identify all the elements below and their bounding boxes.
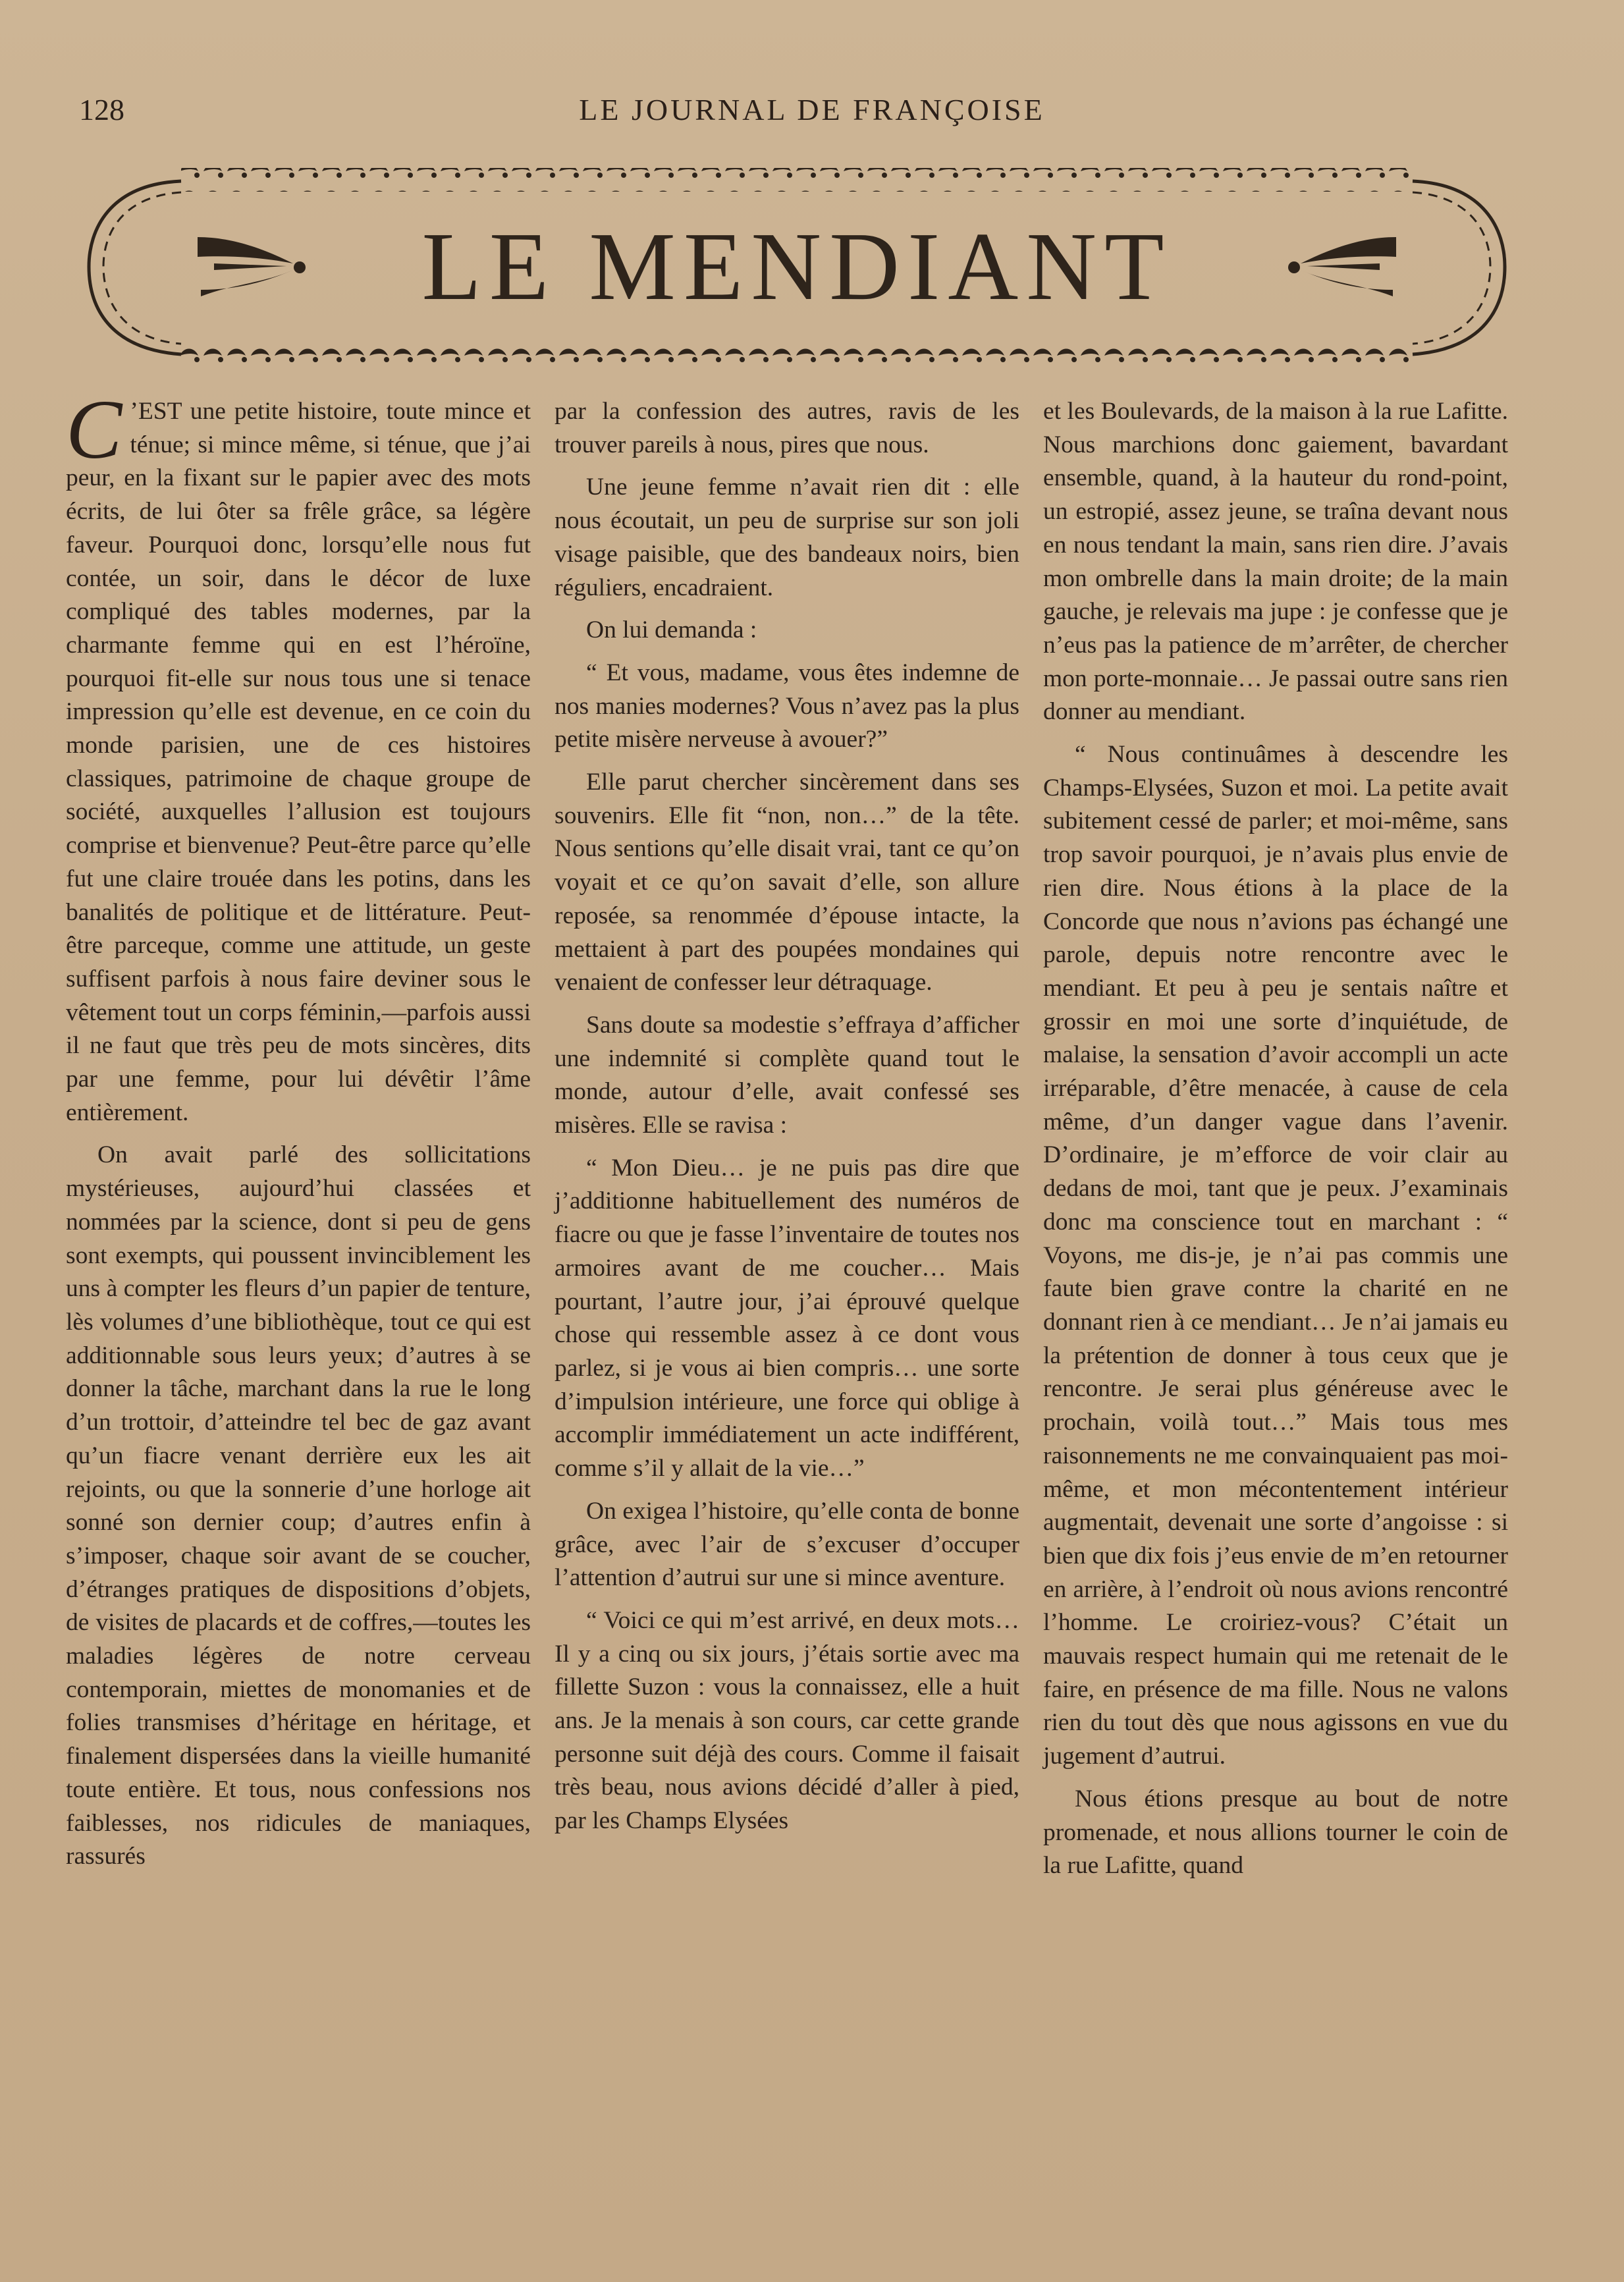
column-2 [555,395,1019,2134]
paragraph: Sans doute sa modestie s’effraya d’afficher une indemnité si complète quand tout le monde, autour d’elle, avait confessé ses misères. Elle se ravisa : [555,1011,1019,1139]
bottom-garland [181,342,1413,366]
paragraph: On avait parlé des sollicitations mystérieuses, aujourd’hui classées et nommées par la science, dont si peu de gens sont exempts, qui poussent invinciblement les uns à compter les fleurs d’un papier de tenture, lès volumes d’une bibliothèque, tout ce qui est additionnable sous leurs yeux; d’autres à se donner la tâche, marchant dans la rue le long d’un trottoir, d’atteindre tel bec de gaz avant qu’un fiacre venant derrière eux les ait rejoints, ou que la sonnerie d’une horloge ait sonné son dernier coup; d’autres enfin à s’imposer, chaque soir avant de se coucher, d’étranges pratiques de dispositions d’objets, de visites de placards et de coffres,—toutes les maladies légères de notre cerveau contemporain, miettes de monomanies et de folies transmises d’héritage en héritage, et finalement dispersées dans la vieille humanité toute entière. Et tous, nous confessions nos faiblesses, nos ridicules de maniaques, rassurés [66,1141,531,1870]
paragraph: “ Nous continuâmes à descendre les Champs-Elysées, Suzon et moi. La petite avait subitement cessé de parler; et moi-même, sans trop savoir pourquoi, je n’avais plus envie de rien dire. Nous étions à la place de la Concorde que nous n’avions pas échangé une parole, depuis notre rencontre avec le mendiant. Et peu à peu je sentais naître et grossir en moi une sorte d’inquiétude, de malaise, la sensation d’avoir accompli un acte irréparable, d’être menacée, à cause de cela même, d’un danger vague dans l’avenir. D’ordinaire, je m’efforce de voir clair au dedans de moi, tant que je peux. J’examinais donc ma conscience tout en marchant : “ Voyons, me dis-je, je n’ai pas commis une faute bien grave contre la charité en ne donnant rien à ce mendiant… Je n’ai jamais eu la prétention de donner à tous ceux que je rencontre. Je serai plus généreuse avec le prochain, voilà tout…” Mais tous mes raisonnements ne me convainquaient pas moi-même, et mon mécontentement intérieur augmentait, devenait une sorte d’angoisse : si bien que dix fois j’eus envie de m’en retourner en arrière, à l’endroit où nous avions rencontré l’homme. Le croiriez-vous? C’était un mauvais respect humain qui me retenait de le faire, en présence de ma fille. Nous ne valons rien du tout dès que nous agissons en vue du jugement d’autrui. [1043,741,1508,1770]
paragraph: “ Voici ce qui m’est arrivé, en deux mots… Il y a cinq ou six jours, j’étais sortie avec ma fillette Suzon : vous la connaissez, elle a huit ans. Je la menais à son cours, car cette grande personne suit déjà des cours. Comme il faisait très beau, nous avions décidé d’aller à pied, par les Champs Elysées [555,1606,1019,1835]
article-title: LE MENDIANT [421,213,1172,321]
paragraph: On lui demanda : [586,616,757,644]
column-1 [66,383,531,2134]
top-garland [181,168,1413,192]
column-3 [1043,395,1508,2134]
title-banner [82,158,1511,375]
article-body [66,383,1509,2134]
paragraph: par la confession des autres, ravis de les trouver pareils à nous, pires que nous. [555,398,1019,458]
drop-cap: C [66,383,122,476]
paragraph: Nous étions presque au bout de notre promenade, et nous allions tourner le coin de la rue Lafitte, quand [1043,1785,1508,1880]
paragraph: “ Mon Dieu… je ne puis pas dire que j’additionne habituellement des numéros de fiacre ou que je fasse l’inventaire de toutes nos armoires avant de me coucher… Mais pourtant, l’autre jour, j’ai éprouvé quelque chose qui ressemble assez à ce dont vous parlez, si je vous ai bien compris… une sorte d’impulsion intérieure, une force qui oblige à accomplir immédiatement un acte indifférent, comme s’il y allait de la vie…” [555,1154,1019,1482]
paragraph: Une jeune femme n’avait rien dit : elle nous écoutait, un peu de surprise sur son joli visage paisible, que des bandeaux noirs, bien réguliers, encadraient. [555,474,1019,601]
paragraph: C ’EST une petite histoire, toute mince et ténue; si mince même, si ténue, que j’ai peur, en la fixant sur le papier avec des mots écrits, de lui ôter sa frêle grâce, sa légère faveur. Pourquoi donc, lorsqu’elle nous fut contée, un soir, dans le décor de luxe compliqué des tables modernes, par la charmante femme qui en est l’héroïne, pourquoi fit-elle sur nous tous une si tenace impression qu’elle est devenue, en ce coin du monde parisien, une de ces histoires classiques, patrimoine de chaque groupe de société, auxquelles l’allusion est toujours comprise et bienvenue? Peut-être parce qu’elle fut une claire trouée dans les potins, dans les banalités de politique et de littérature. Peut-être parceque, comme une attitude, un geste suffisent parfois à nous faire deviner sous le vêtement tout un corps féminin,—parfois aussi il ne faut que très peu de mots sincères, dits par une femme, pour lui dévêtir l’âme entièrement. [66,383,531,1126]
paragraph: Elle parut chercher sincèrement dans ses souvenirs. Elle fit “non, non…” de la tête. Nous sentions qu’elle disait vrai, tant ce qu’on voyait et ce qu’on savait d’elle, son allure reposée, sa renommée d’épouse intacte, la mettaient à part des poupées mondaines qui venaient de confesser leur détraquage. [555,769,1019,996]
journal-title: LE JOURNAL DE FRANÇOISE [579,93,1045,126]
page-number: 128 [79,93,124,126]
paragraph: On exigea l’histoire, qu’elle conta de bonne grâce, avec l’air de s’excuser d’occuper l’attention d’autrui sur une si mince aventure. [555,1497,1019,1592]
paragraph: et les Boulevards, de la maison à la rue Lafitte. Nous marchions donc gaiement, bavardant ensemble, quand, à la hauteur du rond-point, un estropié, assez jeune, se traîna devant nous en nous tendant la main, sans rien dire. J’avais mon ombrelle dans la main droite; de la main gauche, je relevais ma jupe : je confesse que je n’eus pas la patience de m’arrêter, de chercher mon porte-monnaie… Je passai outre sans rien donner au mendiant. [1043,398,1508,726]
paragraph: “ Et vous, madame, vous êtes indemne de nos manies modernes? Vous n’avez pas la plus petite misère nerveuse à avouer?” [555,659,1019,753]
running-head [79,92,1545,132]
